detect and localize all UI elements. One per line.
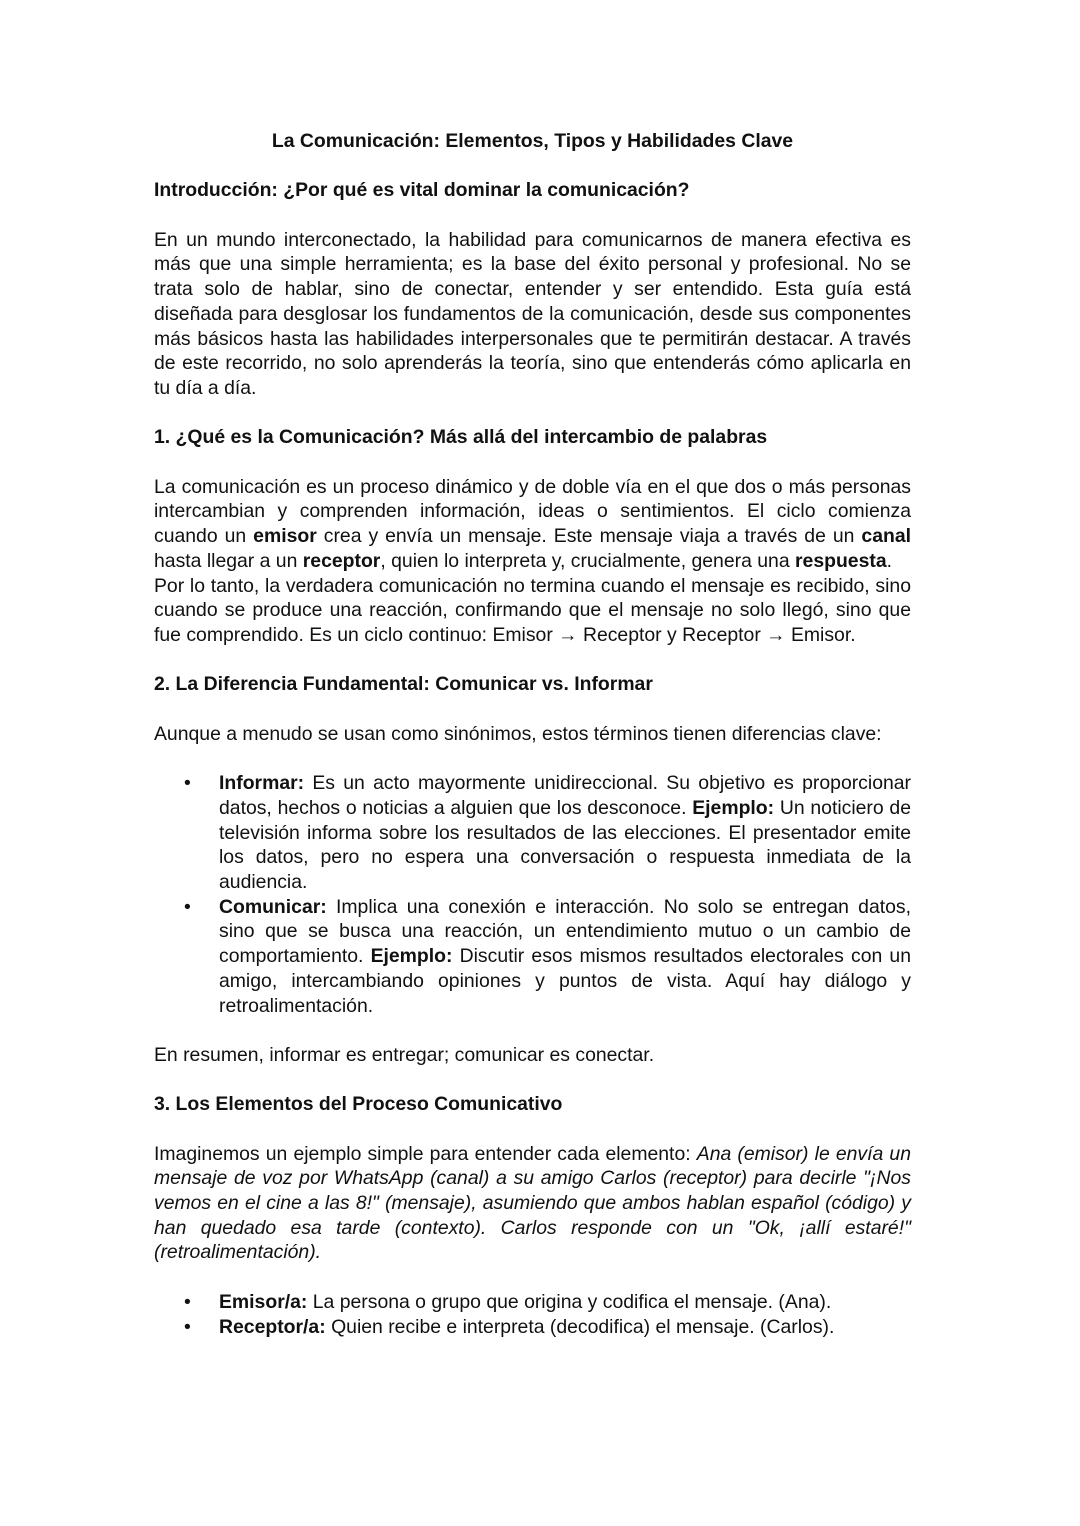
section2-bullet-list xyxy=(154,771,911,1018)
section2-intro: Aunque a menudo se usan como sinónimos, estos términos tienen diferencias clave: xyxy=(154,722,882,745)
intro-heading: Introducción: ¿Por qué es vital dominar la comunicación? xyxy=(154,179,690,202)
section1-paragraph-1: La comunicación es un proceso dinámico y de doble vía en el que dos o más personas intercambian y comprenden información, ideas o sentimientos. El ciclo comienza cuando un emisor crea y envía un mensaje. Este mensaje viaja a través de un canal hasta llegar a un receptor, quien lo interpreta y, crucialmente, genera una respuesta. xyxy=(154,475,911,572)
section1-paragraph-2: Por lo tanto, la verdadera comunicación no termina cuando el mensaje es recibido, sino cuando se produce una reacción, confirmando que el mensaje no solo llegó, sino que fue comprendido. Es un ciclo continuo: Emisor → Receptor y Receptor → Emisor. xyxy=(154,574,911,646)
list-item-receptor: • Receptor/a: Quien recibe e interpreta (decodifica) el mensaje. (Carlos). xyxy=(154,1315,911,1340)
term-canal: canal xyxy=(861,525,911,548)
document-title: La Comunicación: Elementos, Tipos y Habilidades Clave xyxy=(271,130,794,152)
term-emisor: emisor xyxy=(253,525,317,548)
term-receptor: receptor xyxy=(302,549,381,572)
section3-bullet-list xyxy=(154,1290,911,1339)
section1-heading: 1. ¿Qué es la Comunicación? Más allá del intercambio de palabras xyxy=(154,426,768,449)
section2-heading: 2. La Diferencia Fundamental: Comunicar vs. Informar xyxy=(154,673,653,696)
intro-paragraph: En un mundo interconectado, la habilidad para comunicarnos de manera efectiva es más que una simple herramienta; es la base del éxito personal y profesional. No se trata solo de hablar, sino de conectar, entender y ser entendido. Esta guía está diseñada para desglosar los fundamentos de la comunicación, desde sus componentes más básicos hasta las habilidades interpersonales que te permitirán destacar. A través de este recorrido, no solo aprenderás la teoría, sino que entenderás cómo aplicarla en tu día a día. xyxy=(154,228,911,399)
section3-intro: Imaginemos un ejemplo simple para entender cada elemento: Ana (emisor) le envía un mensaje de voz por WhatsApp (canal) a su amigo Carlos (receptor) para decirle "¡Nos vemos en el cine a las 8!" (mensaje), asumiendo que ambos hablan español (código) y han quedado esa tarde (contexto). Carlos responde con un "Ok, ¡allí estaré!" (retroalimentación). xyxy=(154,1142,911,1264)
list-item-comunicar: • Comunicar: Implica una conexión e interacción. No solo se entregan datos, sino que se busca una reacción, un entendimiento mutuo o un cambio de comportamiento. Ejemplo: Discutir esos mismos resultados electorales con un amigo, intercambiando opiniones y puntos de vista. Aquí hay diálogo y retroalimentación. xyxy=(154,895,911,1019)
section2-summary: En resumen, informar es entregar; comunicar es conectar. xyxy=(154,1043,655,1066)
term-respuesta: respuesta xyxy=(795,549,887,572)
list-item-emisor: • Emisor/a: La persona o grupo que origina y codifica el mensaje. (Ana). xyxy=(154,1290,911,1315)
document-body xyxy=(154,129,911,1339)
list-item-informar: • Informar: Es un acto mayormente unidireccional. Su objetivo es proporcionar datos, hechos o noticias a alguien que los desconoce. Ejemplo: Un noticiero de televisión informa sobre los resultados de las elecciones. El presentador emite los datos, pero no espera una conversación o respuesta inmediata de la audiencia. xyxy=(154,771,911,895)
section3-heading: 3. Los Elementos del Proceso Comunicativo xyxy=(154,1093,563,1116)
